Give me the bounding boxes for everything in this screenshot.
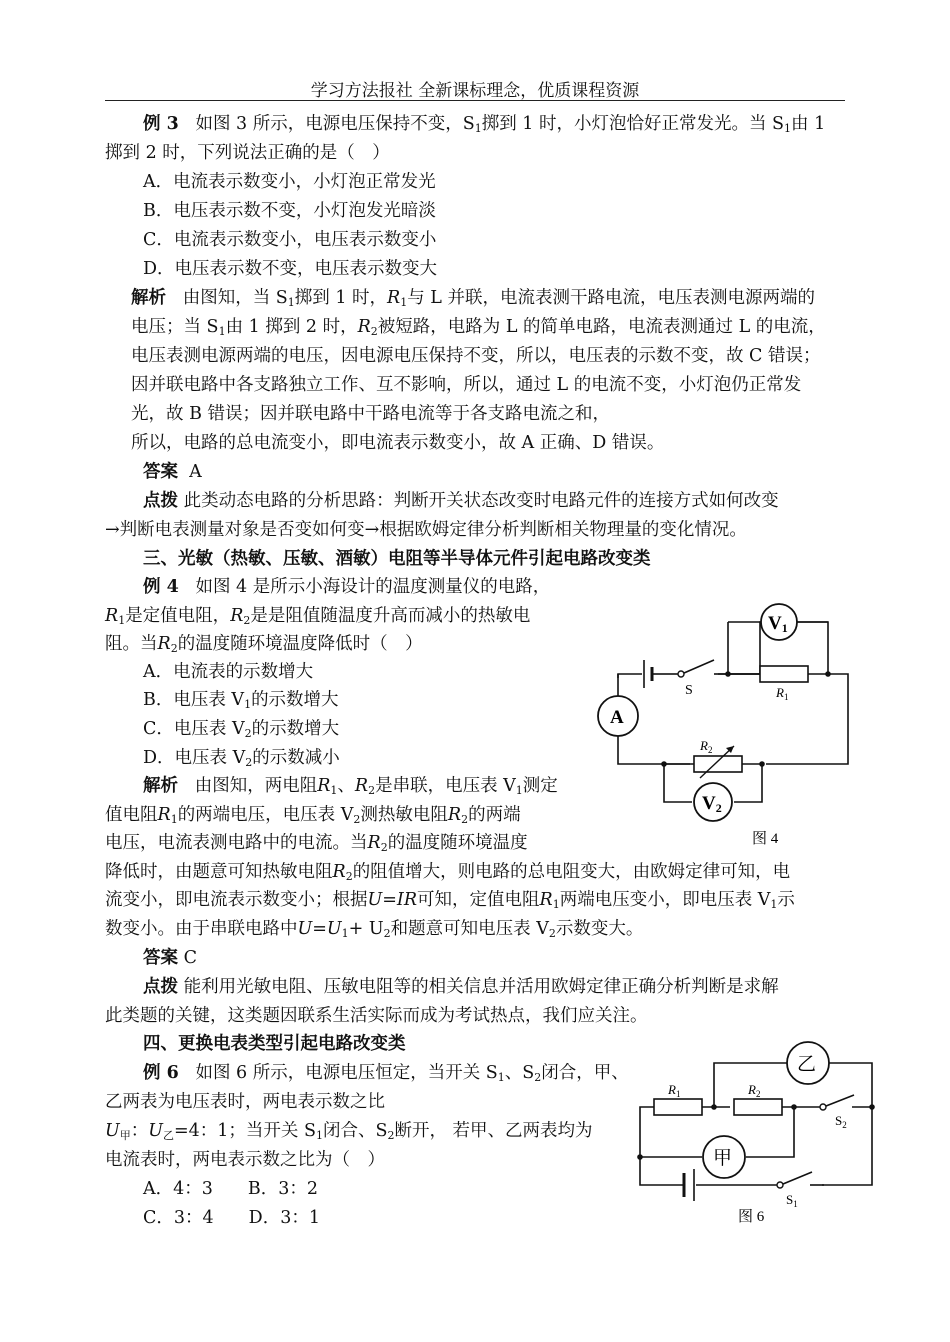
symbol-r: R xyxy=(332,862,346,882)
sub: 1 xyxy=(552,898,560,911)
text: 、 xyxy=(337,776,355,796)
sub: 乙 xyxy=(163,1129,174,1142)
symbol-r: R xyxy=(317,776,331,796)
wire xyxy=(640,1107,654,1157)
ex6-line4: 电流表时，两电表示数之比为（ ） xyxy=(105,1150,385,1170)
text: 、S xyxy=(504,1063,535,1083)
text: 的示数减小 xyxy=(252,748,340,768)
sub: 甲 xyxy=(119,1129,131,1142)
figure-6-caption: 图 6 xyxy=(738,1209,765,1225)
ex3-text: 由 1 xyxy=(791,114,826,134)
section-3-heading: 三、光敏（热敏、压敏、酒敏）电阻等半导体元件引起电路改变类 xyxy=(143,549,651,569)
text: 测热敏电阻 xyxy=(360,805,448,825)
text: 的示数增大 xyxy=(251,690,339,710)
switch-contact xyxy=(678,671,684,677)
wire xyxy=(822,1107,872,1185)
ex4-answer xyxy=(143,946,197,970)
ex4-analysis-3 xyxy=(105,831,528,855)
sub: 2 xyxy=(461,813,469,826)
text: + U xyxy=(348,919,384,939)
label-r2-sub: 2 xyxy=(755,1089,761,1099)
text: 闭合，甲、 xyxy=(541,1063,629,1083)
symbol-u: U xyxy=(105,1121,120,1141)
ex6-line2: 乙两表为电压表时，两电表示数之比 xyxy=(105,1092,385,1112)
ammeter-label: A xyxy=(610,707,624,728)
sub: 1 xyxy=(474,122,482,135)
v2-sub: 2 xyxy=(715,801,722,815)
text: 示数变大。 xyxy=(555,919,644,939)
ex6-options-2: C．3：4 D．3：1 xyxy=(143,1208,320,1228)
figure-4-circuit xyxy=(590,596,860,856)
label-s1-letter: S xyxy=(786,1192,794,1207)
ex6-line3 xyxy=(105,1119,593,1143)
figure-6-circuit xyxy=(632,1035,882,1235)
symbol-u: U xyxy=(148,1121,163,1141)
sub: 1 xyxy=(315,1129,323,1142)
switch-s1-contact xyxy=(777,1182,783,1188)
sub: 2 xyxy=(244,727,252,740)
sub: 1 xyxy=(400,296,408,309)
label-r2-letter: R xyxy=(748,1082,756,1097)
ex3-option-c: C．电流表示数变小，电压表示数变小 xyxy=(143,230,437,250)
text: 降低时，由题意可知热敏电阻 xyxy=(105,862,333,882)
label-r1-sub: 1 xyxy=(675,1089,681,1099)
sub: 1 xyxy=(497,1071,505,1084)
sub: 1 xyxy=(341,927,349,940)
symbol-r: R xyxy=(367,833,381,853)
ex3-analysis-1 xyxy=(131,286,815,310)
text: 由图知，当 S xyxy=(182,288,288,308)
junction xyxy=(869,1104,875,1110)
meter-yi-label: 乙 xyxy=(797,1054,817,1075)
resistor-r2 xyxy=(734,1099,782,1115)
text: 值电阻 xyxy=(105,805,158,825)
answer-label: 答案 xyxy=(143,948,178,968)
wire xyxy=(829,1063,872,1107)
ex4-analysis-1 xyxy=(143,774,558,798)
text: 闭合、S xyxy=(322,1121,388,1141)
text: =4：1；当开关 S xyxy=(174,1121,316,1141)
text: 被短路，电路为 L 的简单电路，电流表测通过 L 的电流， xyxy=(377,317,826,337)
sub: 2 xyxy=(370,325,378,338)
symbol-r: R xyxy=(157,805,171,825)
sub: 2 xyxy=(380,841,388,854)
ex6-label: 例 6 xyxy=(143,1063,179,1083)
text: D．电压表 V xyxy=(143,748,246,768)
sub: 2 xyxy=(345,870,353,883)
formula: U=IR xyxy=(367,890,418,910)
ex3-analysis-2 xyxy=(131,315,826,339)
ex3-option-d: D．电压表示数不变，电压表示数变大 xyxy=(143,259,438,279)
sub: 2 xyxy=(353,813,361,826)
label-s1 xyxy=(786,1192,798,1209)
symbol-r: R xyxy=(357,317,371,337)
label-s1-sub: 1 xyxy=(793,1199,798,1209)
resistor-r1 xyxy=(760,666,808,682)
text: 与 L 并联，电流表测干路电流，电压表测电源两端的 xyxy=(407,288,815,308)
label-r2 xyxy=(747,1082,760,1099)
text: 流变小，即电流表示数变小；根据 xyxy=(105,890,368,910)
sub: 1 xyxy=(330,784,338,797)
text: 此类动态电路的分析思路：判断开关状态改变时电路元件的连接方式如何改变 xyxy=(183,491,779,511)
text: 由图知，两电阻 xyxy=(194,776,318,796)
v1-sub: 1 xyxy=(781,621,788,635)
text: 能利用光敏电阻、压敏电阻等的相关信息并活用欧姆定律正确分析判断是求解 xyxy=(183,977,779,997)
wire xyxy=(664,764,692,802)
formula: U=U xyxy=(297,919,342,939)
ex4-analysis-4 xyxy=(105,860,790,884)
ex4-line3 xyxy=(105,632,423,656)
text: 断开， 若甲、乙两表均为 xyxy=(394,1121,593,1141)
wire xyxy=(618,674,642,678)
text: 由 1 掷到 2 时， xyxy=(225,317,358,337)
junction xyxy=(711,1104,717,1110)
sub: 1 xyxy=(170,813,178,826)
text: 如图 6 所示，电源电压恒定，当开关 S xyxy=(195,1063,498,1083)
switch-s1-blade xyxy=(783,1172,812,1184)
label-r2-sub: 2 xyxy=(707,745,713,755)
answer-value: C xyxy=(183,948,197,968)
ex3-option-b: B．电压表示数不变，小灯泡发光暗淡 xyxy=(143,201,436,221)
label-r1-letter: R xyxy=(668,1082,676,1097)
ex3-line2: 掷到 2 时，下列说法正确的是（ ） xyxy=(105,143,390,163)
text: 电压，电流表测电路中的电流。当 xyxy=(105,833,368,853)
text: 是定值电阻， xyxy=(125,606,231,626)
sub: 2 xyxy=(243,614,251,627)
v2-letter: V xyxy=(702,793,716,814)
junction xyxy=(791,1104,797,1110)
label-s: S xyxy=(685,683,693,698)
tip-label: 点拨 xyxy=(143,491,178,511)
sub: 2 xyxy=(534,1071,542,1084)
ex3-tip-2: →判断电表测量对象是否变如何变→根据欧姆定律分析判断相关物理量的变化情况。 xyxy=(105,520,747,540)
switch-s2-contact xyxy=(820,1104,826,1110)
ex3-analysis-6: 所以，电路的总电流变小，即电流表示数变小，故 A 正确、D 错误。 xyxy=(131,433,665,453)
text: 两端电压变小，即电压表 V xyxy=(559,890,771,910)
sub: 2 xyxy=(245,756,253,769)
text: 的两端 xyxy=(468,805,521,825)
symbol-r: R xyxy=(157,634,171,654)
text: B．电压表 V xyxy=(143,690,245,710)
meter-jia-label: 甲 xyxy=(713,1148,733,1169)
text: 的温度随环境温度 xyxy=(387,833,528,853)
ex4-option-a: A．电流表的示数增大 xyxy=(143,662,314,682)
text: 掷到 1 时， xyxy=(294,288,388,308)
symbol-r: R xyxy=(354,776,369,796)
label-r1-sub: 1 xyxy=(783,692,789,702)
answer-label: 答案 xyxy=(143,462,178,482)
sub: 2 xyxy=(383,927,391,940)
thermistor-r2 xyxy=(694,756,742,772)
analysis-label: 解析 xyxy=(143,776,178,796)
sub: 1 xyxy=(244,698,252,711)
sub: 1 xyxy=(515,784,523,797)
page-header: 学习方法报社 全新课标理念，优质课程资源 xyxy=(310,81,640,101)
analysis-label: 解析 xyxy=(131,288,166,308)
text: 的示数增大 xyxy=(251,719,340,739)
sub: 1 xyxy=(770,898,778,911)
ex4-label: 例 4 xyxy=(143,577,179,597)
sub: 2 xyxy=(548,927,556,940)
ex4-analysis-5 xyxy=(105,888,795,912)
text: 的两端电压，电压表 V xyxy=(177,805,354,825)
ex4-line1 xyxy=(143,575,550,599)
text: ： xyxy=(130,1121,149,1141)
text: 数变小。由于串联电路中 xyxy=(105,919,298,939)
ex3-answer xyxy=(143,460,202,484)
label-r1 xyxy=(667,1082,680,1099)
sub: 1 xyxy=(287,296,295,309)
text: 示 xyxy=(777,890,795,910)
text: 的温度随环境温度降低时（ ） xyxy=(177,634,423,654)
wire xyxy=(640,1157,684,1185)
text: 是是阻值随温度升高而减小的热敏电 xyxy=(250,606,531,626)
text: 和题意可知电压表 V xyxy=(390,919,549,939)
sub: 2 xyxy=(368,784,376,797)
ex3-line1 xyxy=(143,112,825,136)
ex4-option-c xyxy=(143,717,339,741)
resistor-r1 xyxy=(654,1099,702,1115)
symbol-r: R xyxy=(387,288,401,308)
label-s2 xyxy=(835,1113,847,1130)
ex3-text: 如图 3 所示，电源电压保持不变，S xyxy=(195,114,475,134)
label-s2-sub: 2 xyxy=(842,1120,847,1130)
label-r2 xyxy=(699,738,712,755)
text: 测定 xyxy=(522,776,558,796)
ex3-option-a: A．电流表示数变小，小灯泡正常发光 xyxy=(143,172,436,192)
text: 如图 4 是所示小海设计的温度测量仪的电路， xyxy=(195,577,551,597)
label-r2-letter: R xyxy=(700,738,708,753)
sub: 2 xyxy=(387,1129,395,1142)
sub: 2 xyxy=(170,642,178,655)
ex3-analysis-5: 光，故 B 错误；因并联电路中干路电流等于各支路电流之和， xyxy=(131,404,610,424)
ex3-analysis-3: 电压表测电源两端的电压，因电源电压保持不变，所以，电压表的示数不变，故 C 错误； xyxy=(131,346,821,366)
switch-s2-blade xyxy=(826,1095,854,1106)
symbol-r: R xyxy=(539,890,553,910)
answer-value: A xyxy=(189,462,202,482)
section-4-heading: 四、更换电表类型引起电路改变类 xyxy=(143,1034,406,1054)
sub: 1 xyxy=(218,325,226,338)
ex4-line2 xyxy=(105,604,530,628)
text: 阻。当 xyxy=(105,634,158,654)
ex4-option-d xyxy=(143,746,340,770)
text: 的阻值增大，则电路的总电阻变大，由欧姆定律可知，电 xyxy=(352,862,791,882)
label-r1 xyxy=(775,685,788,702)
figure-4-caption: 图 4 xyxy=(752,831,779,847)
ex6-options-1: A．4：3 B．3：2 xyxy=(143,1179,319,1199)
v1-letter: V xyxy=(768,613,782,634)
ex4-tip-2: 此类题的关键，这类题因联系生活实际而成为考试热点，我们应关注。 xyxy=(105,1006,648,1026)
ex3-label: 例 3 xyxy=(143,114,179,134)
text: 可知，定值电阻 xyxy=(417,890,540,910)
label-s2-letter: S xyxy=(835,1113,843,1128)
symbol-r: R xyxy=(105,606,119,626)
tip-label: 点拨 xyxy=(143,977,178,997)
ex3-text: 掷到 1 时，小灯泡恰好正常发光。当 S xyxy=(481,114,785,134)
wire xyxy=(618,734,690,764)
symbol-r: R xyxy=(230,606,244,626)
junction xyxy=(637,1154,643,1160)
ex4-option-b xyxy=(143,688,339,712)
switch-blade xyxy=(684,660,714,673)
ex3-analysis-4: 因并联电路中各支路独立工作、互不影响，所以，通过 L 的电流不变，小灯泡仍正常发 xyxy=(131,375,802,395)
text: 是串联，电压表 V xyxy=(375,776,516,796)
ex6-line1 xyxy=(143,1061,629,1085)
label-r1-letter: R xyxy=(776,685,784,700)
ex4-analysis-6 xyxy=(105,917,643,941)
sub: 1 xyxy=(118,614,126,627)
sub: 1 xyxy=(784,122,792,135)
symbol-r: R xyxy=(447,805,462,825)
text: C．电压表 V xyxy=(143,719,245,739)
ex4-tip-1 xyxy=(143,975,779,999)
ex3-tip-1 xyxy=(143,489,779,513)
ex4-analysis-2 xyxy=(105,803,521,827)
header-rule xyxy=(105,100,845,101)
text: 电压；当 S xyxy=(131,317,219,337)
